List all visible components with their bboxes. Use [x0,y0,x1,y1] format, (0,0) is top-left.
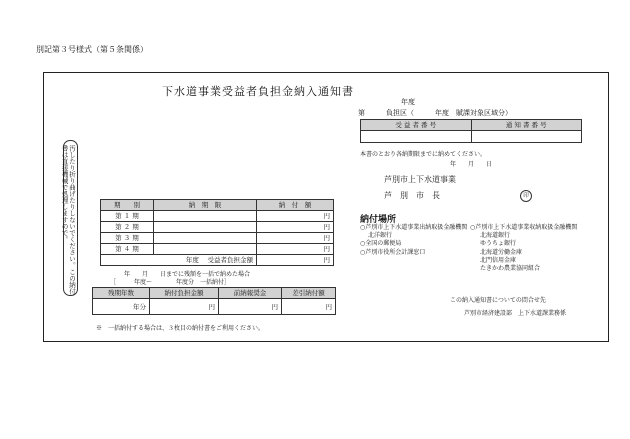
due-date-3 [154,233,257,244]
lump-reward-cell: 円 [219,299,282,315]
bank-4: 北海道労働金庫 [480,248,523,256]
payer-number-header: 受 益 者 番 号 [361,120,472,131]
lump-header-net: 差引納付額 [282,288,336,299]
due-date-4 [154,244,257,255]
lump-amount-cell: 円 [150,299,219,315]
statement: 本書のとおり各納期限までに納めてください。 [360,151,487,158]
issuer-org: 芦別市上下水道事業 [384,175,456,184]
lump-net-cell: 円 [282,299,336,315]
bank-5: 北門信用金庫 [480,256,517,264]
document-title: 下水道事業受益者負担金納入通知書 [162,85,354,98]
amount-1: 円 [257,211,334,222]
number-table [360,119,582,143]
header-due-date: 納 期 限 [154,200,257,211]
city-office: ○芦別市役所会計課窓口 [360,248,426,256]
lump-sum-table [92,287,336,315]
side-notice-text: 汚したり折り曲げたりしないでください。この納付書は直接機械で処理しますので。 [60,145,76,295]
notice-sheet [43,72,609,342]
bank-6: たきかわ農業協同組合 [480,265,541,273]
contact-label: この納入通知書についての問合せ先 [450,297,546,304]
period-4: 第 ４ 期 [101,244,154,255]
payment-places-col2 [470,224,577,273]
lump-sum-line1: 年 月 日までに残額を一括で納めた場合 [124,271,251,278]
contact: 芦別市経済建設部 上下水道課業務係 [464,310,567,317]
total-amount: 円 [257,255,334,266]
bank-2: 北海道銀行 [480,232,511,240]
bank-1: 北洋銀行 [368,232,393,240]
amount-4: 円 [257,244,334,255]
bank-3: ゆうちょ銀行 [480,240,517,248]
payer-number-cell [361,131,472,143]
lump-years-cell: 年分 [93,299,150,315]
lump-header-reward: 前納報奨金 [219,288,282,299]
notice-number-header: 通 知 書 番 号 [471,120,582,131]
amount-2: 円 [257,222,334,233]
total-label: 受益者負担金額 [207,256,253,264]
period-3: 第 ３ 期 [101,233,154,244]
lump-header-years: 残期年数 [93,288,150,299]
payment-places-col1 [360,224,467,257]
payment-places-heading: 納付場所 [360,215,397,225]
due-date-2 [154,222,257,233]
amount-3: 円 [257,233,334,244]
form-caption: 別記第３号様式（第５条関係） [36,45,148,54]
lump-sum-line2: ［ 年度～ 年度分 一括納付］ [110,279,231,286]
footnote: ※ 一括納付する場合は、３枚目の納付書をご利用ください。 [96,325,265,332]
total-year-prefix: 年度 [185,256,199,264]
bank-group-2: ○芦別市上下水道事業収納取扱金融機関 [470,224,578,231]
header-period: 期 別 [101,200,154,211]
district-line: 第 負担区（ 年度 賦課対象区域分） [358,109,512,117]
post-office: ○全国の郵便局 [360,240,402,248]
bank-group-1: ○芦別市上下水道事業出納取扱金融機関 [360,224,468,231]
side-notice [60,140,78,296]
period-1: 第 １ 期 [101,211,154,222]
year-label: 年度 [401,98,415,106]
period-2: 第 ２ 期 [101,222,154,233]
issuer-mayor: 芦 別 市 長 [384,191,440,200]
lump-header-amount: 納付負担金額 [150,288,219,299]
seal-stamp: 印 [520,190,532,202]
due-date-1 [154,211,257,222]
date-line: 年 月 日 [450,161,493,168]
notice-number-cell [471,131,582,143]
header-amount: 納 付 額 [257,200,334,211]
installment-table [100,199,334,266]
